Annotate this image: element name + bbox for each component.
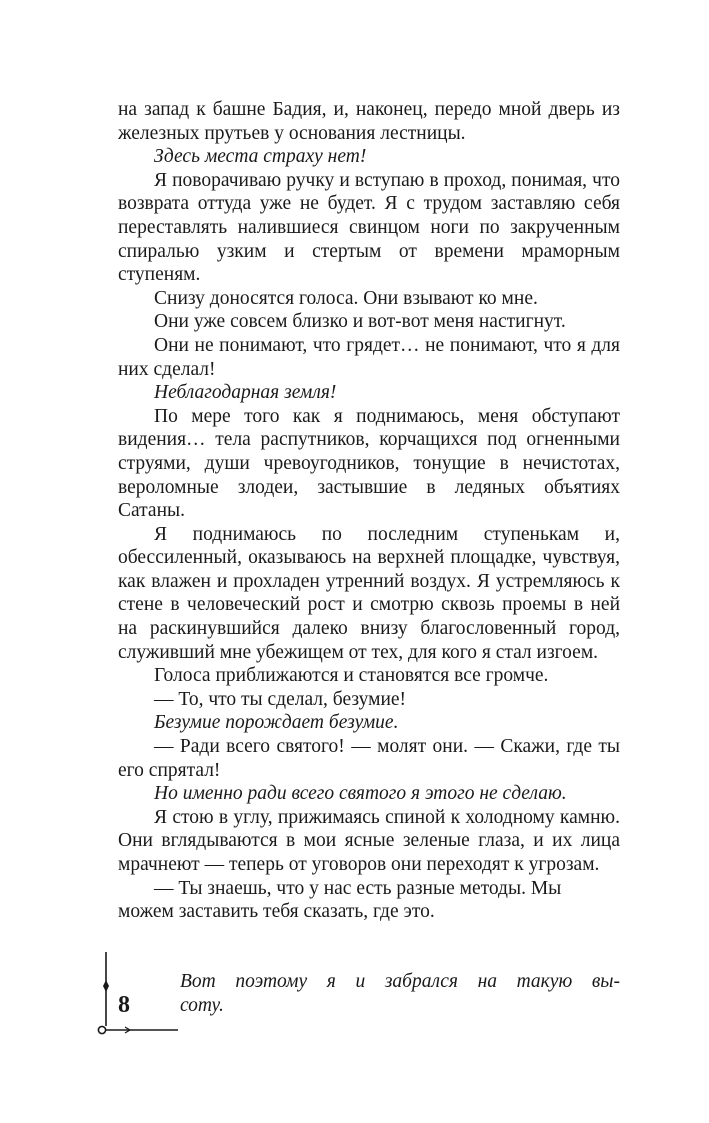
paragraph: Снизу доносятся голоса. Они взывают ко мне. <box>154 287 538 309</box>
paragraph: Я поворачиваю ручку и вступаю в проход, понимая, что возврата оттуда уже не будет. Я с трудом заставляю себя переставлять налившиеся свинцом ноги по закрученным спиралью узким и стертым от времени мраморным ступеням. <box>118 169 620 286</box>
paragraph: Я поднимаюсь по последним ступенькам и, обессиленный, оказываюсь на верхней площадке, чувствуя, как влажен и прохладен утренний воздух. Я устремляюсь к стене в человеческий рост и смотрю сквозь проемы в ней на раскинувшийся далеко внизу благословенный город, служивший мне убежищем от тех, для кого я стал изгоем. <box>118 523 620 663</box>
body-text <box>118 98 620 924</box>
page-number: 8 <box>118 992 130 1018</box>
dialogue-line: — Ради всего святого! — молят они. — Скажи, где ты его спрятал! <box>118 736 620 781</box>
paragraph: По мере того как я поднимаюсь, меня обступают видения… тела распутников, корчащихся под огненными струями, души чревоугодников, тонущие в нечистотах, вероломные злодеи, застывшие в ледяных объятиях Сатаны. <box>118 405 620 522</box>
closing-italic-lines <box>180 970 620 1017</box>
paragraph: на запад к башне Бадия, и, наконец, передо мной дверь из железных прутьев у основания лестницы. <box>118 99 620 144</box>
italic-thought: Здесь места страху нет! <box>154 146 367 168</box>
closing-line-2: соту. <box>180 994 224 1016</box>
paragraph: Я стою в углу, прижимаясь спиной к холодному камню. Они вглядываются в мои ясные зеленые глаза, и их лица мрачнеют — теперь от уговоров они переходят к угрозам. <box>118 806 620 875</box>
italic-thought: Неблагодарная земля! <box>154 382 337 404</box>
italic-thought: Безумие порождает безумие. <box>154 712 399 734</box>
paragraph: Голоса приближаются и становятся все громче. <box>154 665 549 687</box>
paragraph: Они не понимают, что грядет… не понимают, что я для них сделал! <box>118 334 620 380</box>
page-corner-ornament-icon <box>90 950 180 1040</box>
closing-line-1: Вот поэтому я и забрался на такую вы- <box>180 971 620 992</box>
dialogue-line: — Ты знаешь, что у нас есть разные методы. Мы можем заставить тебя сказать, где это. <box>118 877 562 923</box>
paragraph: Они уже совсем близко и вот-вот меня настигнут. <box>154 311 566 333</box>
dialogue-line: — То, что ты сделал, безумие! <box>154 688 407 710</box>
italic-thought: Но именно ради всего святого я этого не сделаю. <box>154 783 567 805</box>
